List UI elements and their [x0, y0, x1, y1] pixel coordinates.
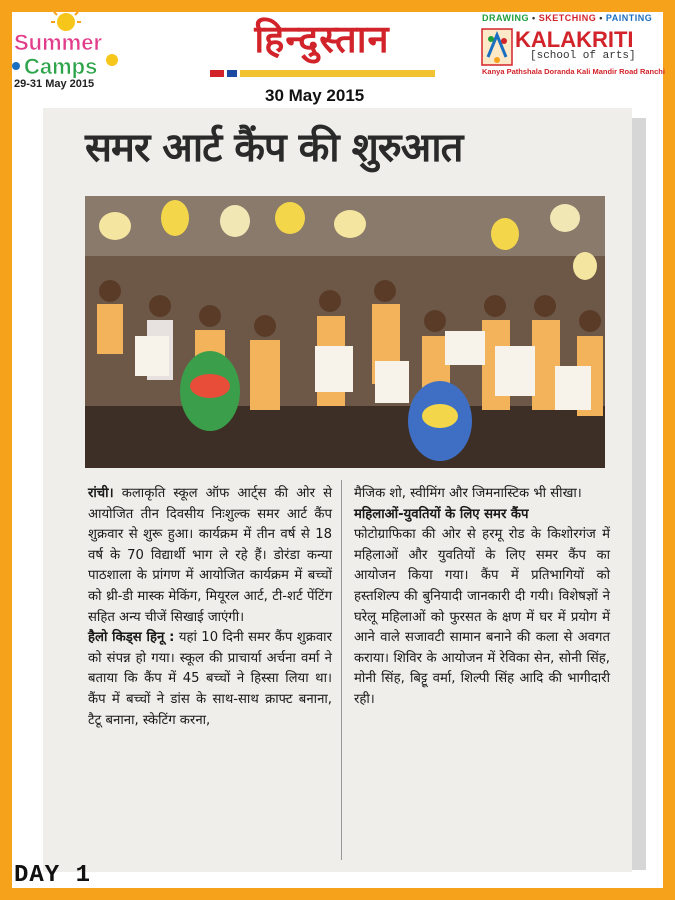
- column1-subhead: हैलो किड्स हिनू :: [88, 630, 175, 646]
- summer-camp-dates: 29-31 May 2015: [14, 78, 95, 90]
- newspaper-masthead: हिन्दुस्तान: [254, 16, 390, 61]
- summer-camps-logo: [8, 8, 123, 78]
- sun-icon: [51, 8, 81, 31]
- school-name: KALAKRITI: [515, 27, 634, 52]
- clipping-edge: [632, 118, 646, 870]
- article-photo: [85, 196, 605, 468]
- svg-text:Summer: Summer: [14, 30, 103, 55]
- column2-paragraph-2: फोटोग्राफिका की ओर से हरमू रोड के किशोरगंज में महिलाओं और युवतियों के लिए समर कैंप का आयोजन किया गया। कैंप में प्रतिभागियों को हस्तशिल्प की बुनियादी जानकारी दी गयी। विशेषज्ञों ने घरेलू महिलाओं को फुरसत के क्षण में घर में प्रयोग में आने वाले सजावटी सामान बनाने की कला से अवगत कराया। शिविर के आयोजन में रेविका सेन, सोनी सिंह, मोनी सिंह, बिट्टू वर्मा, शिल्पी सिंह आदि की भागीदारी रही।: [354, 527, 610, 707]
- school-subtitle: [school of arts]: [530, 50, 636, 62]
- article-column-1: [88, 484, 332, 731]
- svg-text:Camps: Camps: [24, 54, 98, 78]
- masthead-bar: [210, 68, 435, 78]
- school-tagline: DRAWING • SKETCHING • PAINTING: [482, 13, 653, 23]
- article-column-2: [354, 484, 610, 711]
- publication-date: 30 May 2015: [265, 86, 365, 105]
- column1-paragraph-1: कलाकृति स्कूल ऑफ आर्ट्स की ओर से आयोजित तीन दिवसीय निःशुल्क समर आर्ट कैंप शुक्रवार से शुरू हुआ। कार्यक्रम में तीन वर्ष से 18 वर्ष के 70 विद्यार्थी भाग ले रहे हैं। डोरंडा कन्या पाठशाला के प्रांगण में आयोजित कार्यक्रम में बच्चों को थ्री-डी मास्क मेकिंग, मियूरल आर्ट, टी-शर्ट पेंटिंग सहित अन्य चीजें सिखाई जाएंगी।: [88, 486, 332, 625]
- article-headline: समर आर्ट कैंप की शुरुआत: [85, 125, 463, 171]
- column2-paragraph-1: मैजिक शो, स्वीमिंग और जिमनास्टिक भी सीखा।: [354, 486, 582, 501]
- column-divider: [341, 480, 342, 860]
- day-label: DAY 1: [14, 862, 92, 889]
- school-address: Kanya Pathshala Doranda Kali Mandir Road Ranchi: [482, 67, 665, 76]
- column1-paragraph-2: यहां 10 दिनी समर कैंप शुक्रवार को संपन्न हो गया। स्कूल की प्राचार्या अर्चना वर्मा ने बताया कि कैंप में 45 बच्चों ने हिस्सा लिया था। कैंप में बच्चों ने डांस के साथ-साथ क्राफ्ट बनाना, टैटू बनाना, स्केटिंग करना,: [88, 630, 332, 728]
- column2-subhead: महिलाओं-युवतियों के लिए समर कैंप: [354, 506, 529, 522]
- dateline: रांची।: [88, 486, 114, 501]
